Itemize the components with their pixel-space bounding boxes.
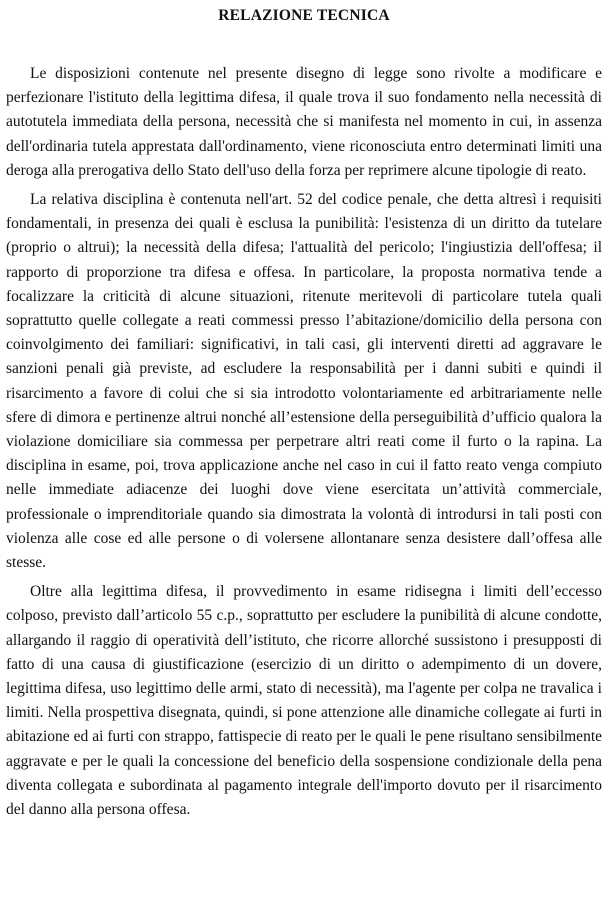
paragraph-art-52: La relativa disciplina è contenuta nell'art. 52 del codice penale, che detta altresì i requisiti fondamentali, in presenza dei quali è esclusa la punibilità: l'esistenza di un diritto da tutelare (proprio o altrui); la necessità della difesa; l'attualità del pericolo; l'ingiustizia dell'offesa; il rapporto di proporzione tra difesa e offesa. In particolare, la proposta normativa tende a focalizzare la criticità di alcune situazioni, ritenute meritevoli di particolare tutela quali soprattutto quelle collegate a reati commessi presso l’abitazione/domicilio della persona con coinvolgimento dei familiari: significativi, in tali casi, gli interventi diretti ad aggravare le sanzioni penali già previste, ad escludere la responsabilità per i danni subiti e quindi il risarcimento a favore di colui che si sia introdotto volontariamente ed arbitrariamente nelle sfere di dimora e pertinenze altrui nonché all’estensione della perseguibilità d’ufficio qualora la violazione domiciliare sia commessa per perpetrare altri reati come il furto o la rapina. La disciplina in esame, poi, trova applicazione anche nel caso in cui il fatto reato venga compiuto nelle immediate adiacenze dei luoghi dove viene esercitata un’attività commerciale, professionale o imprenditoriale quando sia dimostrata la volontà di introdursi in tali posti con violenza alle cose ed alle persone o di volersene allontanare senza desistere dall’offesa alle stesse.	[6, 191, 602, 572]
document-body	[6, 62, 602, 822]
paragraph-eccesso-colposo: Oltre alla legittima difesa, il provvedimento in esame ridisegna i limiti dell’eccesso colposo, previsto dall’articolo 55 c.p., soprattutto per escludere la punibilità di alcune condotte, allargando il raggio di operatività dell’istituto, che ricorre allorché sussistono i presupposti di fatto di una causa di giustificazione (esercizio di un diritto o adempimento di un dovere, legittima difesa, uso legittimo delle armi, stato di necessità), ma l'agente per colpa ne travalica i limiti. Nella prospettiva disegnata, quindi, si pone attenzione alle dinamiche collegate ai furti in abitazione ed ai furti con strappo, fattispecie di reato per le quali le pene risultano sensibilmente aggravate e per le quali la concessione del beneficio della sospensione condizionale della pena diventa collegata e subordinata al pagamento integrale dell'importo dovuto per il risarcimento del danno alla persona offesa.	[6, 583, 602, 819]
paragraph-legittima-difesa: Le disposizioni contenute nel presente disegno di legge sono rivolte a modificare e perfezionare l'istituto della legittima difesa, il quale trova il suo fondamento nella necessità di autotutela immediata della persona, necessità che si manifesta nel momento in cui, in assenza dell'ordinaria tutela apprestata dall'ordinamento, viene riconosciuta entro determinati limiti una deroga alla prerogativa dello Stato dell'uso della forza per reprimere alcune tipologie di reato.	[6, 65, 602, 179]
document-title: RELAZIONE TECNICA	[218, 7, 390, 24]
